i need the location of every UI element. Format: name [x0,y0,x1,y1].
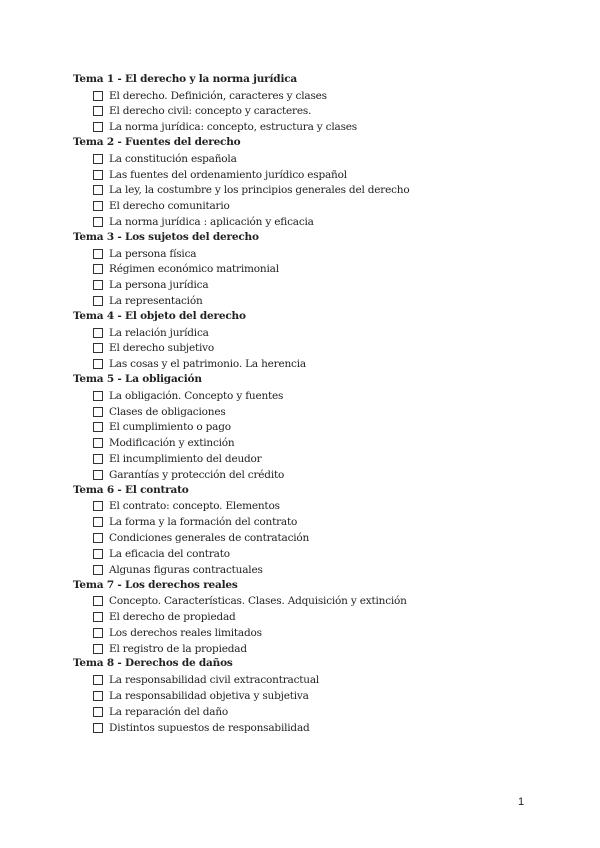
checkbox-icon[interactable] [93,549,103,559]
checkbox-icon[interactable] [93,470,103,480]
checklist-item-label: El derecho subjetivo [109,342,215,355]
tema-section [73,135,543,230]
checklist-item-label: La obligación. Concepto y fuentes [109,389,284,402]
checklist-item-label: Algunas figuras contractuales [109,563,263,576]
checklist-item-label: Las cosas y el patrimonio. La herencia [109,358,306,371]
checklist-item-label: La responsabilidad civil extracontractual [109,674,320,687]
checklist-item-label: La representación [109,295,203,308]
checklist-item-label: La constitución española [109,152,237,165]
checklist-item [73,262,543,278]
checklist-item [73,88,543,104]
checklist-item [73,167,543,183]
checkbox-icon[interactable] [93,170,103,180]
checklist-item-label: Régimen económico matrimonial [109,263,279,276]
checkbox-icon[interactable] [93,707,103,717]
checkbox-icon[interactable] [93,644,103,654]
checklist-item-label: La forma y la formación del contrato [109,516,298,529]
checklist-item [73,198,543,214]
checklist-item-label: Los derechos reales limitados [109,626,262,639]
tema-title: Tema 7 - Los derechos reales [73,578,238,591]
tema-section [73,309,543,372]
tema-title: Tema 5 - La obligación [73,373,202,386]
checklist-item-label: El derecho comunitario [109,200,230,213]
checkbox-icon[interactable] [93,675,103,685]
checklist-item [73,688,543,704]
checklist-item [73,404,543,420]
checkbox-icon[interactable] [93,217,103,227]
checkbox-icon[interactable] [93,407,103,417]
checklist-item [73,104,543,120]
checkbox-icon[interactable] [93,391,103,401]
checkbox-icon[interactable] [93,359,103,369]
checklist-item-label: La persona jurídica [109,279,209,292]
checkbox-icon[interactable] [93,454,103,464]
checkbox-icon[interactable] [93,438,103,448]
checkbox-icon[interactable] [93,628,103,638]
checklist-item-label: Condiciones generales de contratación [109,532,310,544]
checklist-item-label: La relación jurídica [109,326,209,339]
checkbox-icon[interactable] [93,122,103,132]
checkbox-icon[interactable] [93,249,103,259]
checkbox-icon[interactable] [93,533,103,543]
tema-section [73,230,543,309]
checklist-item-label: El derecho civil: concepto y caracteres. [109,105,312,118]
checklist-item-label: El incumplimiento del deudor [109,453,262,466]
checklist-item [73,356,543,372]
checkbox-icon[interactable] [93,596,103,606]
checklist-item-label: La ley, la costumbre y los principios generales del derecho [109,184,410,197]
checkbox-icon[interactable] [93,91,103,101]
checklist-item-label: El cumplimiento o pago [109,421,231,434]
checkbox-icon[interactable] [93,501,103,511]
checklist-item [73,720,543,736]
checklist-item [73,277,543,293]
checkbox-icon[interactable] [93,264,103,274]
checkbox-icon[interactable] [93,691,103,701]
checklist-item [73,499,543,515]
checklist-item-label: El derecho de propiedad [109,610,236,623]
checkbox-icon[interactable] [93,296,103,306]
checklist-item [73,293,543,309]
checklist-item [73,641,543,657]
checklist-item [73,420,543,436]
tema-section [73,72,543,135]
checklist-item-label: Las fuentes del ordenamiento jurídico español [109,168,347,181]
checklist-item-label: La norma jurídica: concepto, estructura y clases [109,121,357,134]
checklist-item-label: El registro de la propiedad [109,642,247,655]
checklist-item [73,119,543,135]
tema-title: Tema 3 - Los sujetos del derecho [73,230,259,243]
checklist-item [73,246,543,262]
checkbox-icon[interactable] [93,328,103,338]
checklist-item-label: Distintos supuestos de responsabilidad [109,721,310,734]
checklist-item-label: Concepto. Características. Clases. Adquisición y extinción [109,595,407,608]
checklist-item [73,562,543,578]
checkbox-icon[interactable] [93,201,103,211]
checklist-item-label: La norma jurídica : aplicación y eficacia [109,216,314,229]
checkbox-icon[interactable] [93,280,103,290]
checklist-item [73,625,543,641]
tema-title: Tema 8 - Derechos de daños [73,657,233,670]
checklist-item-label: Garantías y protección del crédito [109,468,285,481]
checkbox-icon[interactable] [93,106,103,116]
checklist-item [73,530,543,546]
checkbox-icon[interactable] [93,343,103,353]
checklist-item [73,609,543,625]
checkbox-icon[interactable] [93,517,103,527]
checklist-item [73,435,543,451]
checklist-item [73,704,543,720]
checkbox-icon[interactable] [93,185,103,195]
checkbox-icon[interactable] [93,154,103,164]
tema-title: Tema 2 - Fuentes del derecho [73,136,241,149]
tema-title: Tema 4 - El objeto del derecho [73,309,246,322]
checklist-item-label: Clases de obligaciones [109,405,226,418]
checkbox-icon[interactable] [93,565,103,575]
checkbox-icon[interactable] [93,723,103,733]
tema-section [73,372,543,483]
checklist-item-label: El derecho. Definición, caracteres y clases [109,89,327,102]
tema-section [73,656,543,735]
checklist-item [73,341,543,357]
checkbox-icon[interactable] [93,422,103,432]
checklist-item-label: La persona física [109,247,197,260]
checklist-item-label: La eficacia del contrato [109,547,230,560]
checklist-item [73,151,543,167]
checklist-item [73,593,543,609]
checklist-item [73,325,543,341]
checklist-item [73,546,543,562]
syllabus-checklist [73,72,543,735]
checklist-item [73,467,543,483]
checklist-item-label: Modificación y extinción [109,437,235,450]
checklist-item [73,388,543,404]
tema-title: Tema 1 - El derecho y la norma jurídica [73,73,298,85]
page-number: 1 [518,796,525,808]
checklist-item [73,451,543,467]
checklist-item [73,183,543,199]
tema-section [73,483,543,578]
checklist-item-label: El contrato: concepto. Elementos [109,500,280,513]
checklist-item [73,214,543,230]
checklist-item [73,514,543,530]
checklist-item-label: La responsabilidad objetiva y subjetiva [109,689,309,702]
checklist-item-label: La reparación del daño [109,705,229,718]
tema-title: Tema 6 - El contrato [73,483,189,496]
checkbox-icon[interactable] [93,612,103,622]
checklist-item [73,672,543,688]
tema-section [73,578,543,657]
